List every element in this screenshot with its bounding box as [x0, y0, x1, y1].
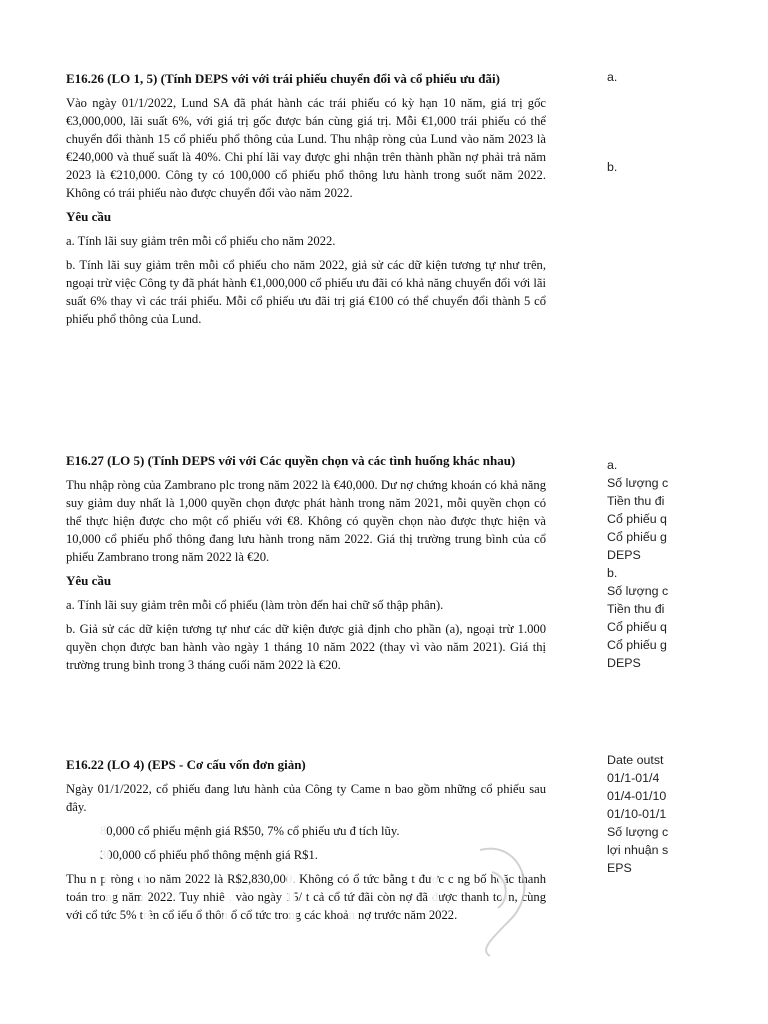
side-note-line: EPS — [607, 861, 632, 875]
problem-e16-27 — [66, 452, 546, 680]
side-note-line: Date outst — [607, 753, 664, 767]
requirements-label: Yêu cầu — [66, 209, 112, 224]
side-notes-e16-27 — [607, 456, 697, 672]
side-note-line: 01/10-01/1 — [607, 807, 667, 821]
side-note-line: Số lượng c — [607, 584, 669, 598]
share-item-preferred: 80,000 cổ phiếu mệnh giá R$50, 7% cổ phiếu ưu đ tích lũy. — [100, 824, 400, 838]
problem-heading: E16.22 (LO 4) (EPS - Cơ cấu vốn đơn giản) — [66, 757, 306, 772]
side-note-line: lợi nhuận s — [607, 843, 669, 857]
side-note-line: Số lượng c — [607, 825, 669, 839]
requirement-a: a. Tính lãi suy giảm trên mỗi cổ phiếu cho năm 2022. — [66, 234, 336, 248]
side-note-line: b. — [607, 160, 618, 174]
side-note-line — [607, 86, 697, 104]
side-note-line: a. — [607, 458, 618, 472]
problem-e16-26 — [66, 70, 546, 334]
share-item-ordinary: 300,000 cổ phiếu phổ thông mệnh giá R$1. — [100, 848, 318, 862]
requirement-b: b. Tính lãi suy giảm trên mỗi cổ phiếu cho năm 2022, giả sử các dữ kiện tương tự như trên, ngoại trừ việc Công ty đã phát hành €1,000,000 cổ phiếu ưu đãi có khả năng chuyển đổi với lãi suất 6% thay vì các trái phiếu. Mỗi cổ phiếu ưu đãi trị giá €100 có thể chuyển đổi thành 5 cổ phiếu phổ thông của Lund. — [66, 258, 546, 326]
side-note-line: DEPS — [607, 548, 641, 562]
side-note-line: 01/4-01/10 — [607, 789, 667, 803]
side-note-line: Cổ phiếu g — [607, 638, 667, 652]
side-note-line — [607, 140, 697, 158]
side-note-line: Cổ phiếu q — [607, 512, 667, 526]
requirements-label: Yêu cầu — [66, 573, 112, 588]
problem-body: Thu n p ròng cho năm 2022 là R$2,830,000. Không có ổ tức bằng t được c ng bố hoặc thanh toán trong năm 2022. Tuy nhiê , vào ngày 15/ t cả cổ tứ đãi còn nợ đã được thanh toán, cùng với cổ tức 5% trên cổ iếu ổ thôn ổ cổ tức trong các khoản nợ trước năm 2022. — [66, 872, 546, 922]
side-note-line: a. — [607, 70, 618, 84]
side-note-line: Tiền thu đi — [607, 494, 665, 508]
side-note-line: b. — [607, 566, 618, 580]
requirement-b: b. Giả sử các dữ kiện tương tự như các dữ kiện được giả định cho phần (a), ngoại trừ 1.000 quyền chọn được ban hành vào ngày 1 tháng 10 năm 2022 (thay vì vào năm 2021). Giá thị trường trung bình trong 3 tháng cuối năm 2022 là €20. — [66, 622, 546, 672]
problem-intro: Ngày 01/1/2022, cổ phiếu đang lưu hành của Công ty Came n bao gồm những cổ phiếu sau đây. — [66, 782, 546, 814]
side-note-line: 01/1-01/4 — [607, 771, 660, 785]
problem-body: Vào ngày 01/1/2022, Lund SA đã phát hành các trái phiếu có kỳ hạn 10 năm, giá trị gốc €3,000,000, lãi suất 6%, với giá trị gốc được bán cùng giá trị. Mỗi €1,000 trái phiếu có thể chuyển đổi thành 15 cổ phiếu phổ thông của Lund. Thu nhập ròng của Lund vào năm 2023 là €240,000 và thuế suất là 40%. Chi phí lãi vay được ghi nhận trên thành phần nợ phải trả năm 2023 là €210,000. Công ty có 100,000 cổ phiếu phổ thông lưu hành trong suốt năm 2022. Không có trái phiếu nào được chuyển đổi vào năm 2022. — [66, 96, 546, 200]
side-note-line: DEPS — [607, 656, 641, 670]
side-note-line — [607, 104, 697, 122]
problem-e16-22 — [66, 756, 546, 930]
side-note-line — [607, 122, 697, 140]
side-notes-e16-22 — [607, 751, 697, 877]
problem-heading: E16.26 (LO 1, 5) (Tính DEPS với với trái phiếu chuyển đổi và cổ phiếu ưu đãi) — [66, 71, 500, 86]
side-note-line: Cổ phiếu q — [607, 620, 667, 634]
problem-body: Thu nhập ròng của Zambrano plc trong năm 2022 là €40,000. Dư nợ chứng khoán có khả năng suy giảm duy nhất là 1,000 quyền chọn được phát hành trong năm 2021, mỗi quyền chọn có thể thực hiện được cho một cổ phiếu với €8. Không có quyền chọn nào được thực hiện và 10,000 cổ phiếu phổ thông đang lưu hành trong năm 2022. Giá thị trường trung bình của cổ phiếu Zambrano trong năm 2022 là €20. — [66, 478, 546, 564]
side-notes-e16-26 — [607, 68, 697, 176]
requirement-a: a. Tính lãi suy giảm trên mỗi cổ phiếu (làm tròn đến hai chữ số thập phân). — [66, 598, 444, 612]
side-note-line: Tiền thu đi — [607, 602, 665, 616]
side-note-line: Số lượng c — [607, 476, 669, 490]
side-note-line: Cổ phiếu g — [607, 530, 667, 544]
problem-heading: E16.27 (LO 5) (Tính DEPS với với Các quyền chọn và các tình huống khác nhau) — [66, 453, 516, 468]
